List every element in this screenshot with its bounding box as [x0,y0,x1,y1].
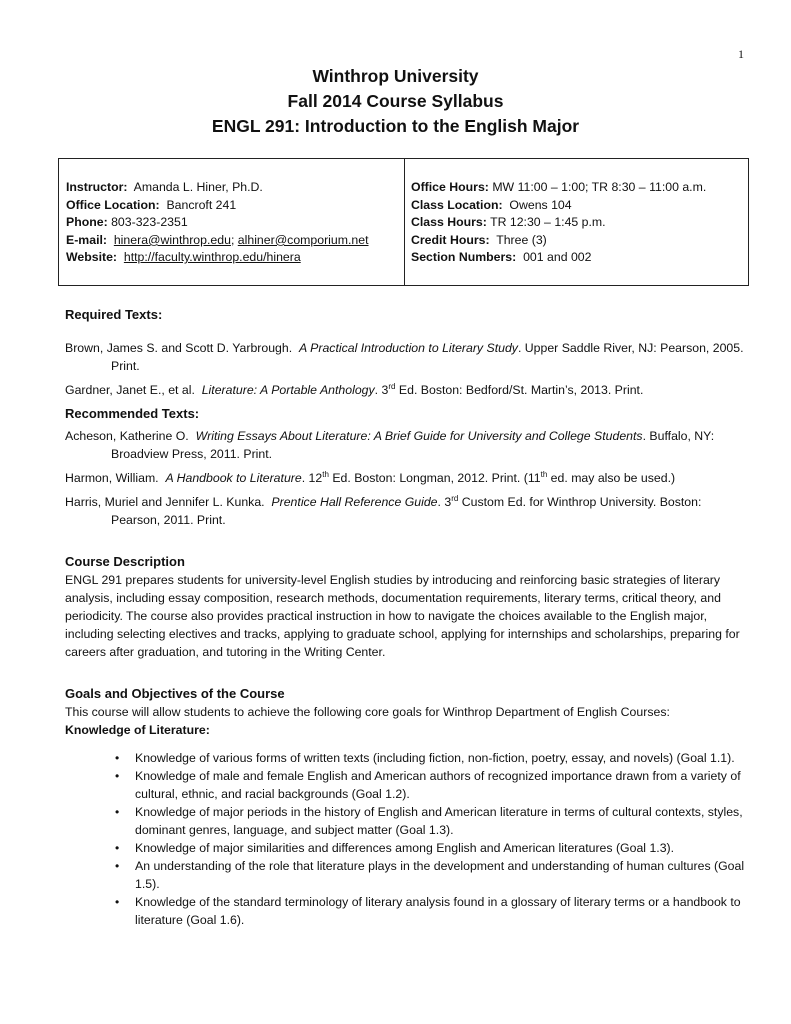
bullet-icon: • [115,895,120,909]
class-info [405,159,748,285]
list-item: • Knowledge of major periods in the history of English and American literature in terms of cultural contexts, styles, dominant genres, language, and subject matter (Goal 1.3). [115,805,743,837]
instructor-info [59,159,405,285]
credit-hours-value: Three (3) [496,232,547,247]
section-numbers-value: 001 and 002 [523,250,592,265]
section-numbers-label: Section Numbers: [411,250,517,265]
goals-heading: Goals and Objectives of the Course [65,686,285,701]
required-citation: Gardner, Janet E., et al. Literature: A Portable Anthology. 3rd Ed. Boston: Bedford/St. Martin’s, 2013. Print. [65,381,644,397]
course-info-table [58,158,749,286]
page-number: 1 [738,47,744,61]
course-description-heading: Course Description [65,554,185,569]
bullet-icon: • [115,805,120,819]
syllabus-body [65,306,747,929]
book-title: Prentice Hall Reference Guide [271,495,438,509]
office-location-label: Office Location: [66,197,160,212]
book-title: Writing Essays About Literature: A Brief Guide for University and College Students [195,429,643,443]
office-hours-value: MW 11:00 – 1:00; TR 8:30 – 11:00 a.m. [492,180,707,194]
bullet-icon: • [115,769,120,783]
course-description-text: ENGL 291 prepares students for university-level English studies by introducing and reinforcing basic strategies of literary analysis, including essay composition, research methods, documentation requirements, literary terms, critical theory, and periodicity. The course also provides practical instruction in how to navigate the choices available to the English major, including selecting electives and tracks, applying to graduate school, applying for internships and scholarships, preparing for careers after graduation, and tutoring in the Writing Center. [65,573,740,659]
book-title: A Practical Introduction to Literary Study [299,341,518,355]
email-label: E-mail: [66,232,107,247]
email-separator: ; [230,232,235,247]
office-hours-label: Office Hours: [411,180,489,194]
email-link-primary[interactable]: hinera@winthrop.edu [113,232,231,247]
bullet-icon: • [115,751,120,765]
list-item: • Knowledge of the standard terminology of literary analysis found in a glossary of literary terms or a handbook to literature (Goal 1.6). [115,895,741,927]
book-title: Literature: A Portable Anthology [201,383,375,397]
website-label: Website: [66,250,118,265]
title-course: ENGL 291: Introduction to the English Major [211,116,580,136]
document-title [0,64,791,139]
bullet-icon: • [115,859,120,873]
website-link[interactable]: http://faculty.winthrop.edu/hinera [123,250,301,265]
class-hours-label: Class Hours: [411,215,487,230]
required-texts-heading: Required Texts: [65,307,163,322]
phone-value: 803-323-2351 [111,215,188,230]
title-university: Winthrop University [312,66,479,86]
recommended-citation: Acheson, Katherine O. Writing Essays About Literature: A Brief Guide for University and College Students. Buffalo, NY: Broadview Press, 2011. Print. [65,429,715,461]
class-location-label: Class Location: [411,197,503,212]
list-item: • An understanding of the role that literature plays in the development and understanding of human cultures (Goal 1.5). [115,859,745,891]
office-location-value: Bancroft 241 [166,197,237,212]
instructor-value: Amanda L. Hiner, Ph.D. [133,180,263,194]
goals-subheading: Knowledge of Literature: [65,723,210,737]
class-hours-value: TR 12:30 – 1:45 p.m. [490,215,606,230]
credit-hours-label: Credit Hours: [411,232,490,247]
list-item: • Knowledge of male and female English and American authors of recognized importance drawn from a variety of cultural, ethnic, and racial backgrounds (Goal 1.2). [115,769,741,801]
recommended-texts-heading: Recommended Texts: [65,406,200,421]
recommended-citation: Harmon, William. A Handbook to Literature. 12th Ed. Boston: Longman, 2012. Print. (11th ed. may also be used.) [65,469,676,485]
phone-label: Phone: [66,215,108,230]
required-citation: Brown, James S. and Scott D. Yarbrough. A Practical Introduction to Literary Study. Upper Saddle River, NJ: Pearson, 2005. Print. [65,341,744,373]
recommended-citation: Harris, Muriel and Jennifer L. Kunka. Prentice Hall Reference Guide. 3rd Custom Ed. for Winthrop University. Boston: Pearson, 2011. Print. [65,493,702,527]
class-location-value: Owens 104 [509,197,572,212]
bullet-icon: • [115,841,120,855]
book-title: A Handbook to Literature [165,471,302,485]
list-item: • Knowledge of various forms of written texts (including fiction, non-fiction, poetry, essay, and novels) (Goal 1.1). [115,751,735,765]
list-item: • Knowledge of major similarities and differences among English and American literatures (Goal 1.3). [115,841,675,855]
goals-intro: This course will allow students to achieve the following core goals for Winthrop Department of English Courses: [65,705,670,719]
goals-list [65,749,747,929]
email-link-secondary[interactable]: alhiner@comporium.net [237,232,369,247]
instructor-label: Instructor: [66,180,128,194]
title-semester: Fall 2014 Course Syllabus [287,91,504,111]
